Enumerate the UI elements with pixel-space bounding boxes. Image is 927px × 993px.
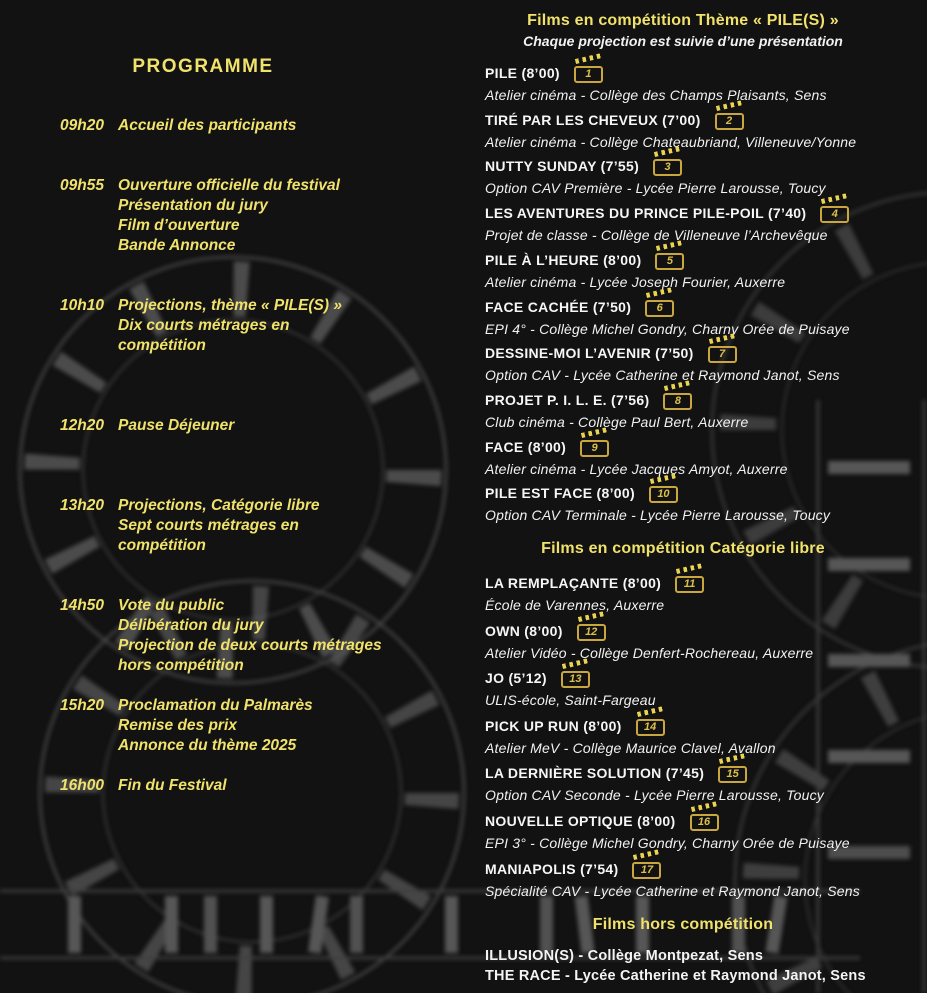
film-number: 8: [674, 394, 681, 407]
film-number: 14: [644, 720, 657, 733]
film-number: 16: [697, 816, 711, 828]
text-line: ILLUSION(S) - Collège Montpezat, Sens: [485, 948, 764, 964]
schedule-time: 13h20: [60, 497, 104, 514]
film-school: EPI 4° - Collège Michel Gondry, Charny Orée de Puisaye: [485, 320, 850, 337]
schedule-text: [118, 496, 320, 556]
film-title: LES AVENTURES DU PRINCE PILE-POIL (7’40): [485, 205, 807, 222]
film-entry: [485, 812, 905, 853]
film-number: 11: [683, 578, 696, 590]
film-number: 4: [831, 208, 838, 221]
text-line: compétition: [118, 337, 206, 354]
film-title: JO (5’12): [485, 670, 547, 687]
film-number: 7: [718, 348, 726, 361]
text-line: compétition: [118, 537, 206, 554]
text-line: Sept courts métrages en: [118, 517, 299, 534]
text-line: Bande Annonce: [118, 237, 236, 254]
text-line: Projection de deux courts métrages: [118, 637, 382, 654]
film-entry: [485, 344, 905, 385]
film-school: Atelier cinéma - Lycée Jacques Amyot, Auxerre: [485, 460, 788, 477]
section-title-libre: Films en compétition Catégorie libre: [541, 540, 825, 557]
clapperboard-icon: [561, 671, 590, 688]
film-number: 3: [664, 161, 671, 174]
schedule-row: [60, 696, 313, 756]
clapperboard-icon: [574, 66, 603, 83]
film-entry: [485, 574, 905, 615]
film-entry: [485, 860, 905, 901]
schedule-time: 15h20: [60, 697, 104, 714]
film-school: Projet de classe - Collège de Villeneuve l’Archevêque: [485, 227, 828, 244]
film-entry: [485, 391, 905, 432]
film-school: Spécialité CAV - Lycée Catherine et Raymond Janot, Sens: [485, 882, 860, 899]
program-column: [0, 0, 460, 993]
schedule-text: [118, 696, 313, 756]
clapperboard-icon: [655, 253, 684, 270]
schedule-row: [60, 116, 296, 136]
film-school: Atelier cinéma - Collège des Champs Plaisants, Sens: [485, 87, 827, 103]
clapperboard-icon: [708, 346, 737, 363]
film-number: 9: [591, 441, 598, 454]
films-hors-list: [485, 946, 866, 986]
schedule-time: 12h20: [60, 417, 104, 434]
film-title: NUTTY SUNDAY (7’55): [485, 158, 640, 175]
film-number: 13: [569, 673, 582, 686]
text-line: Vote du public: [118, 597, 225, 614]
film-school: Atelier Vidéo - Collège Denfert-Rochereau, Auxerre: [485, 644, 814, 661]
film-title: FACE (8’00): [485, 438, 567, 455]
film-school: Option CAV Terminale - Lycée Pierre Larousse, Toucy: [485, 507, 831, 524]
clapperboard-icon: [715, 113, 744, 130]
clapperboard-icon: [653, 159, 682, 176]
clapperboard-icon: [577, 624, 606, 641]
film-title: LA DERNIÈRE SOLUTION (7’45): [485, 765, 705, 782]
schedule-row: [60, 596, 382, 676]
film-number: 10: [657, 488, 670, 501]
film-title: PICK UP RUN (8’00): [485, 717, 622, 734]
films-column: [460, 0, 906, 993]
film-school: École de Varennes, Auxerre: [485, 597, 665, 613]
clapperboard-icon: [718, 766, 747, 783]
film-title: PILE À L’HEURE (8’00): [485, 251, 642, 268]
film-entry: [485, 204, 905, 245]
film-title: FACE CACHÉE (7’50): [485, 298, 632, 315]
schedule-row: [60, 776, 227, 796]
clapperboard-icon: [690, 814, 719, 831]
schedule-time: 09h20: [60, 117, 104, 134]
film-entry: [485, 298, 905, 339]
text-line: hors compétition: [118, 657, 244, 674]
schedule-text: [118, 416, 234, 436]
clapperboard-icon: [663, 393, 692, 410]
film-entry: [485, 111, 905, 152]
film-entry: [485, 64, 905, 105]
clapperboard-icon: [632, 862, 661, 879]
film-number: 5: [666, 254, 674, 267]
clapperboard-icon: [675, 576, 704, 593]
film-entry: [485, 764, 905, 805]
page-title: PROGRAMME: [132, 56, 274, 77]
clapperboard-icon: [820, 206, 849, 223]
film-school: Atelier cinéma - Collège Chateaubriand, Villeneuve/Yonne: [485, 133, 857, 150]
film-school: Club cinéma - Collège Paul Bert, Auxerre: [485, 413, 749, 430]
film-title: LA REMPLAÇANTE (8’00): [485, 575, 662, 591]
clapperboard-icon: [645, 300, 674, 317]
schedule-row: [60, 416, 234, 436]
clapperboard-icon: [580, 440, 609, 457]
text-line: THE RACE - Lycée Catherine et Raymond Janot, Sens: [485, 968, 866, 984]
film-entry: [485, 157, 905, 198]
film-school: Option CAV Seconde - Lycée Pierre Larousse, Toucy: [485, 787, 824, 804]
clapperboard-icon: [636, 719, 665, 736]
schedule-time: 10h10: [60, 297, 104, 314]
film-school: Atelier MeV - Collège Maurice Clavel, Avallon: [485, 739, 776, 756]
schedule-text: [118, 116, 296, 136]
film-title: PILE EST FACE (8’00): [485, 485, 635, 502]
film-title: NOUVELLE OPTIQUE (8’00): [485, 813, 676, 829]
film-title: TIRÉ PAR LES CHEVEUX (7’00): [485, 111, 701, 128]
text-line: Projections, Catégorie libre: [118, 497, 320, 514]
film-title: PROJET P. I. L. E. (7’56): [485, 391, 650, 408]
film-number: 15: [726, 768, 739, 781]
schedule-time: 16h00: [60, 777, 104, 794]
text-line: Ouverture officielle du festival: [118, 177, 340, 194]
schedule-text: [118, 776, 227, 796]
schedule-text: [118, 296, 342, 356]
text-line: Proclamation du Palmarès: [118, 697, 313, 714]
schedule-row: [60, 296, 342, 356]
film-title: DESSINE-MOI L’AVENIR (7’50): [485, 345, 694, 362]
text-line: Fin du Festival: [118, 777, 227, 794]
schedule-time: 14h50: [60, 597, 104, 614]
text-line: Annonce du thème 2025: [118, 737, 297, 754]
film-number: 12: [585, 625, 598, 638]
film-number: 6: [656, 301, 663, 314]
schedule-row: [60, 176, 340, 256]
film-school: Option CAV Première - Lycée Pierre Larousse, Toucy: [485, 180, 826, 197]
text-line: Remise des prix: [118, 717, 237, 734]
text-line: Délibération du jury: [118, 617, 264, 634]
film-entry: [485, 717, 905, 758]
film-title: PILE (8’00): [485, 65, 560, 81]
film-school: Atelier cinéma - Lycée Joseph Fourier, Auxerre: [485, 273, 786, 290]
clapperboard-icon: [649, 486, 678, 503]
film-title: MANIAPOLIS (7’54): [485, 860, 619, 877]
film-title: OWN (8’00): [485, 622, 563, 639]
film-entry: [485, 438, 905, 479]
text-line: Film d’ouverture: [118, 217, 240, 234]
section-title-hors: Films hors compétition: [592, 916, 774, 933]
schedule-time: 09h55: [60, 177, 104, 194]
film-entry: [485, 669, 905, 710]
text-line: Pause Déjeuner: [118, 417, 235, 434]
text-line: Dix courts métrages en: [118, 317, 290, 334]
text-line: Projections, thème « PILE(S) »: [118, 297, 342, 314]
film-number: 17: [640, 863, 654, 876]
film-entry: [485, 622, 905, 663]
film-entry: [485, 484, 905, 525]
film-school: EPI 3° - Collège Michel Gondry, Charny Orée de Puisaye: [485, 835, 850, 851]
film-number: 2: [726, 114, 733, 127]
text-line: Présentation du jury: [118, 197, 268, 214]
film-school: ULIS-école, Saint-Fargeau: [485, 692, 656, 709]
text-line: Accueil des participants: [118, 117, 297, 134]
film-school: Option CAV - Lycée Catherine et Raymond Janot, Sens: [485, 367, 840, 384]
film-entry: [485, 251, 905, 292]
section-subtitle-theme: Chaque projection est suivie d’une présentation: [523, 33, 843, 49]
schedule-row: [60, 496, 320, 556]
schedule-text: [118, 176, 340, 256]
section-title-theme: Films en compétition Thème « PILE(S) »: [527, 12, 839, 29]
schedule-text: [118, 596, 382, 676]
film-number: 1: [585, 68, 592, 80]
